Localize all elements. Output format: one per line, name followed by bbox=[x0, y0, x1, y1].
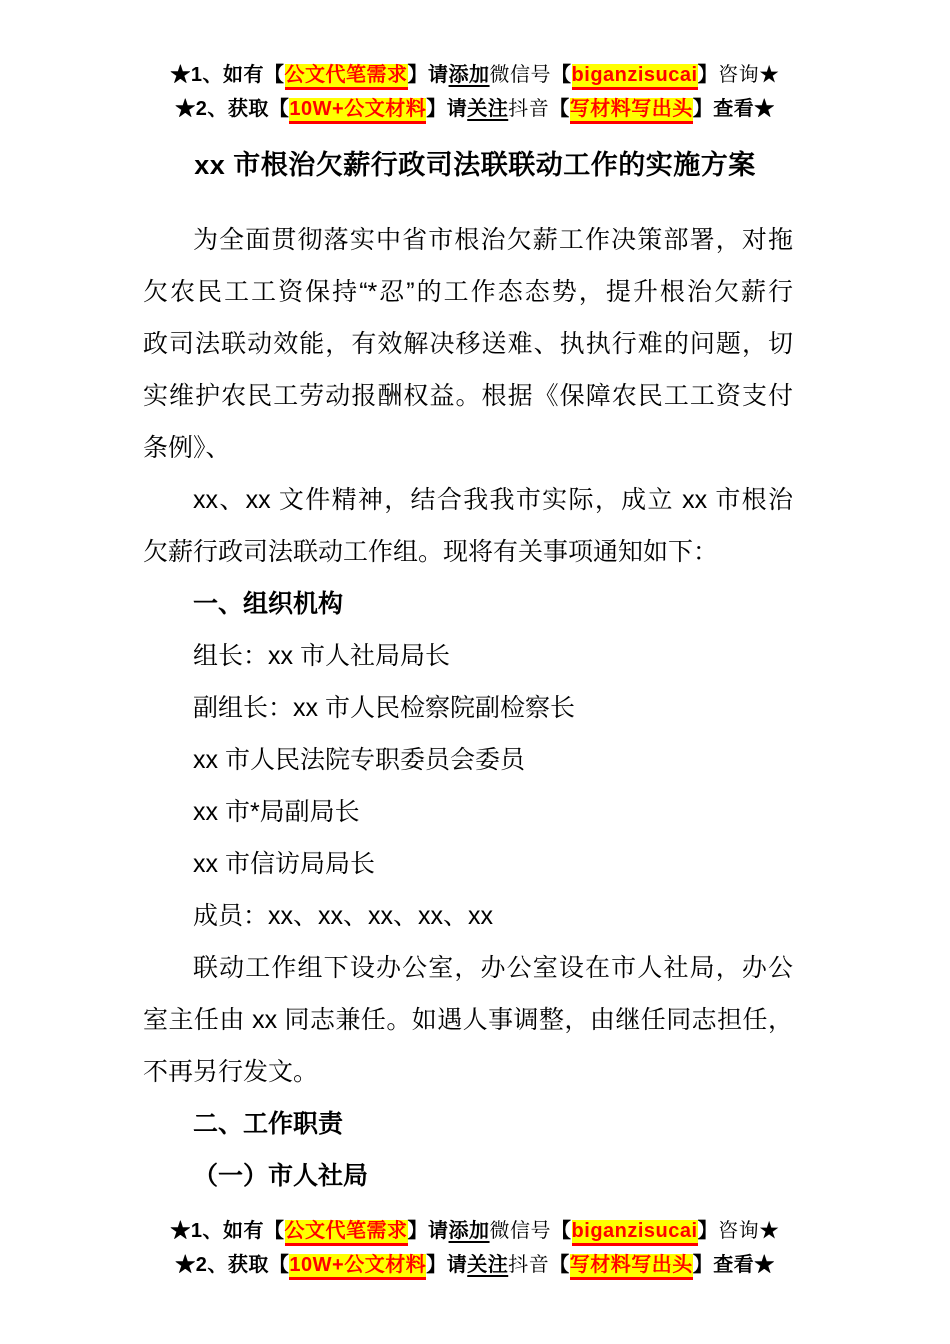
banner-line bbox=[0, 1214, 950, 1248]
banner-text: ★1、如有【 bbox=[170, 64, 285, 86]
paragraph-line: 为全面贯彻落实中省市根治欠薪工作决策部署，对拖 bbox=[193, 226, 793, 254]
banner-text: 【 bbox=[551, 1220, 572, 1242]
banner-text: 咨询★ bbox=[718, 64, 780, 86]
paragraph-line: xx 市信访局局长 bbox=[193, 850, 375, 878]
banner-line bbox=[0, 1248, 950, 1282]
banner-text: ★2、获取【 bbox=[175, 1254, 290, 1276]
paragraph-line: xx 市*局副局长 bbox=[193, 798, 360, 826]
paragraph-line: 实维护农民工劳动报酬权益。根据《保障农民工工资支付 bbox=[143, 382, 793, 410]
banner-text: 关注 bbox=[467, 98, 509, 120]
paragraph-line: 组长：xx 市人社局局长 bbox=[193, 642, 450, 670]
document-title: xx 市根治欠薪行政司法联联动工作的实施方案 bbox=[194, 150, 756, 180]
paragraph-line: 联动工作组下设办公室，办公室设在市人社局，办公 bbox=[193, 954, 793, 982]
banner-text: 【 bbox=[549, 98, 570, 120]
banner-text: 】 bbox=[692, 1254, 714, 1276]
paragraph-line: 欠农民工工资保持“*忍”的工作态态势，提升根治欠薪行 bbox=[143, 278, 793, 306]
banner-text: 查看★ bbox=[713, 1254, 775, 1276]
promo-banner-bottom bbox=[0, 1214, 950, 1282]
heading-level1-line: 二、工作职责 bbox=[193, 1110, 344, 1138]
banner-text: 微信号 bbox=[489, 1220, 552, 1242]
heading-level1-line: 一、组织机构 bbox=[193, 590, 344, 618]
document-body bbox=[143, 214, 793, 1202]
heading-level2-line: （一）市人社局 bbox=[193, 1162, 369, 1190]
paragraph-line: 副组长：xx 市人民检察院副检察长 bbox=[193, 694, 575, 722]
paragraph-line: 政司法联动效能，有效解决移送难、执执行难的问题，切 bbox=[143, 330, 793, 358]
banner-text: 】请 bbox=[407, 1220, 449, 1242]
banner-text: 】请 bbox=[426, 98, 468, 120]
banner-highlighted-text: biganzisucai bbox=[572, 64, 698, 90]
paragraph-line: 条例》、 bbox=[143, 434, 231, 462]
banner-line bbox=[0, 92, 950, 126]
banner-line bbox=[0, 58, 950, 92]
banner-text: 】 bbox=[697, 64, 719, 86]
promo-banner-top bbox=[0, 0, 950, 126]
banner-text: 】 bbox=[697, 1220, 719, 1242]
banner-text: 添加 bbox=[448, 64, 490, 86]
banner-text: 微信号 bbox=[489, 64, 552, 86]
banner-text: 抖音 bbox=[508, 98, 550, 120]
banner-highlighted-text: 写材料写出头 bbox=[570, 98, 693, 124]
banner-text: 】 bbox=[692, 98, 714, 120]
banner-highlighted-text: 公文代笔需求 bbox=[285, 64, 408, 90]
banner-text: 】请 bbox=[407, 64, 449, 86]
banner-text: 咨询★ bbox=[718, 1220, 780, 1242]
banner-text: 【 bbox=[549, 1254, 570, 1276]
paragraph-line: 室主任由 xx 同志兼任。如遇人事调整，由继任同志担任， bbox=[143, 1006, 793, 1034]
banner-text: ★2、获取【 bbox=[175, 98, 290, 120]
paragraph-line: 不再另行发文。 bbox=[143, 1058, 319, 1086]
paragraph-line: 成员：xx、xx、xx、xx、xx bbox=[193, 902, 494, 930]
banner-text: 】请 bbox=[426, 1254, 468, 1276]
paragraph-line: 欠薪行政司法联动工作组。现将有关事项通知如下： bbox=[143, 538, 719, 566]
banner-highlighted-text: biganzisucai bbox=[572, 1220, 698, 1246]
banner-text: 【 bbox=[551, 64, 572, 86]
banner-highlighted-text: 写材料写出头 bbox=[570, 1254, 693, 1280]
banner-text: ★1、如有【 bbox=[170, 1220, 285, 1242]
paragraph-line: xx、xx 文件精神，结合我我市实际，成立 xx 市根治 bbox=[193, 486, 793, 514]
paragraph-line: xx 市人民法院专职委员会委员 bbox=[193, 746, 525, 774]
banner-highlighted-text: 公文代笔需求 bbox=[285, 1220, 408, 1246]
banner-text: 关注 bbox=[467, 1254, 509, 1276]
banner-text: 抖音 bbox=[508, 1254, 550, 1276]
banner-highlighted-text: 10W+公文材料 bbox=[289, 1254, 426, 1280]
banner-text: 查看★ bbox=[713, 98, 775, 120]
banner-highlighted-text: 10W+公文材料 bbox=[289, 98, 426, 124]
banner-text: 添加 bbox=[448, 1220, 490, 1242]
